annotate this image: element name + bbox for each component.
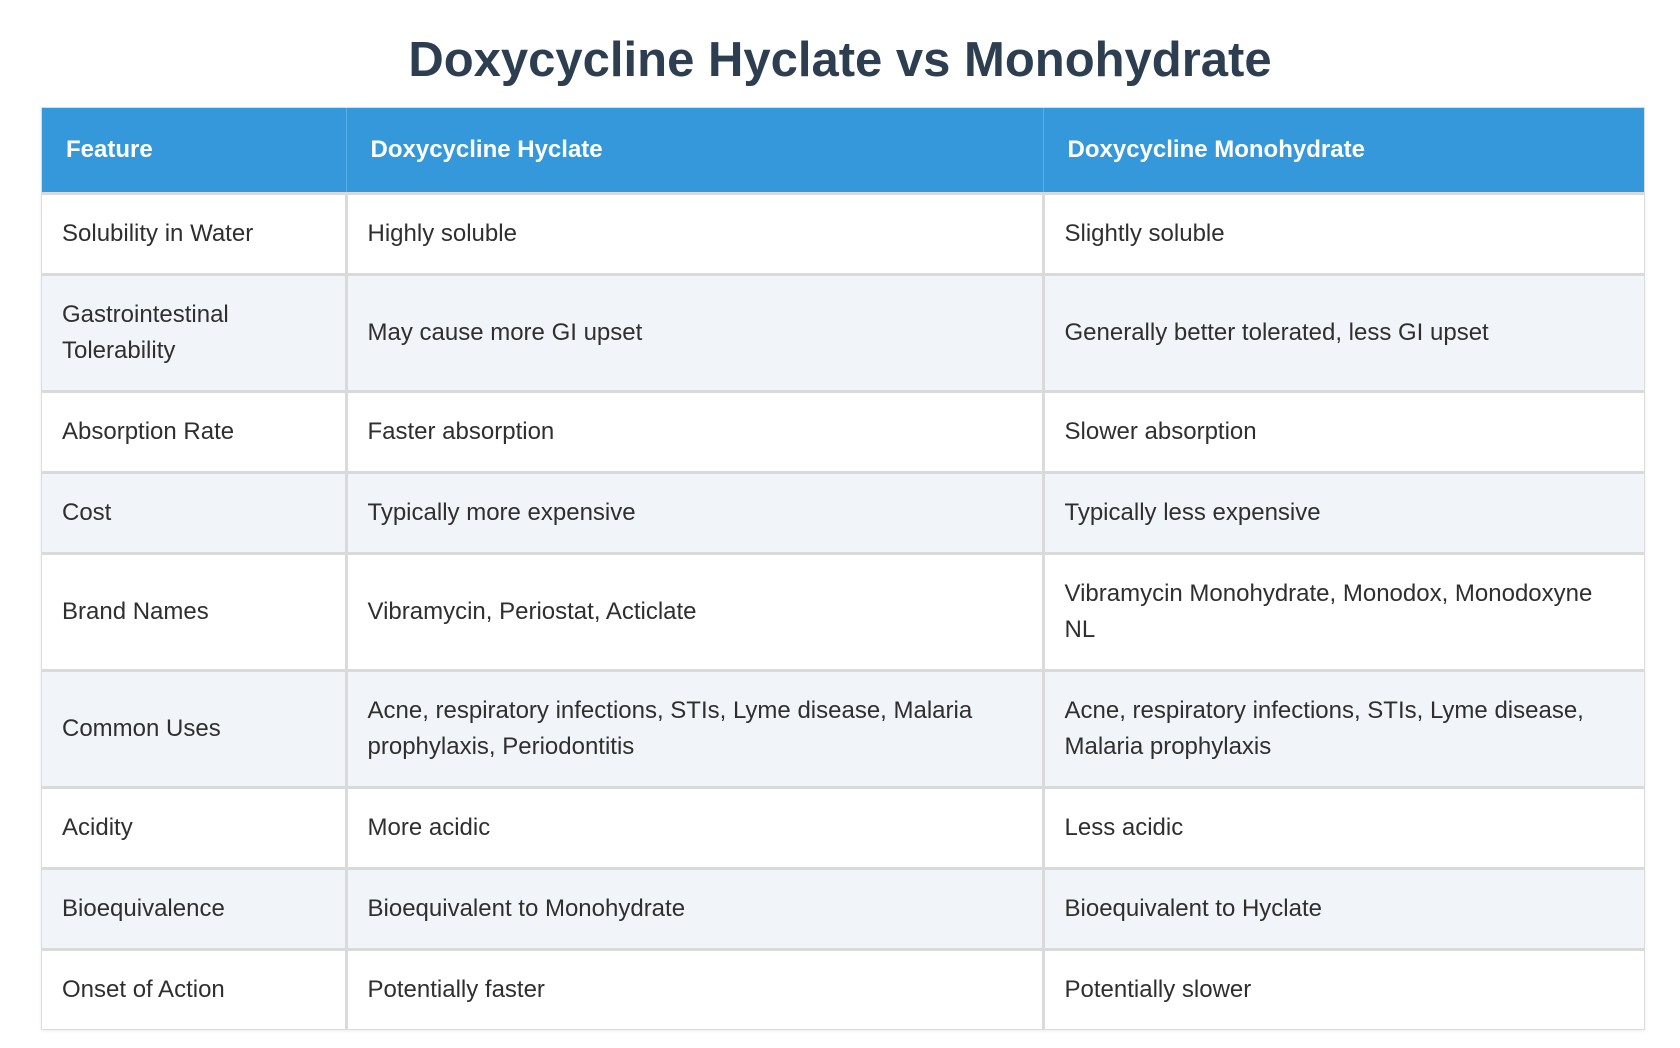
monohydrate-cell: Acne, respiratory infections, STIs, Lyme disease, Malaria prophylaxis (1043, 671, 1644, 788)
hyclate-cell: More acidic (346, 788, 1043, 869)
monohydrate-cell: Bioequivalent to Hyclate (1043, 869, 1644, 950)
table-row (42, 671, 1644, 788)
table-body (42, 194, 1644, 1030)
feature-cell: Cost (42, 473, 346, 554)
column-header-feature: Feature (42, 108, 346, 194)
monohydrate-cell: Slightly soluble (1043, 194, 1644, 275)
comparison-table-container (41, 107, 1645, 1030)
hyclate-cell: Typically more expensive (346, 473, 1043, 554)
monohydrate-cell: Typically less expensive (1043, 473, 1644, 554)
feature-cell: Gastrointestinal Tolerability (42, 275, 346, 392)
page-title: Doxycycline Hyclate vs Monohydrate (408, 33, 1272, 87)
feature-cell: Solubility in Water (42, 194, 346, 275)
hyclate-cell: Potentially faster (346, 950, 1043, 1030)
header-row (42, 108, 1644, 194)
table-row (42, 950, 1644, 1030)
column-header-hyclate: Doxycycline Hyclate (346, 108, 1043, 194)
feature-cell: Acidity (42, 788, 346, 869)
monohydrate-cell: Potentially slower (1043, 950, 1644, 1030)
feature-cell: Onset of Action (42, 950, 346, 1030)
hyclate-cell: May cause more GI upset (346, 275, 1043, 392)
table-row (42, 275, 1644, 392)
table-row (42, 788, 1644, 869)
hyclate-cell: Vibramycin, Periostat, Acticlate (346, 554, 1043, 671)
table-row (42, 473, 1644, 554)
feature-cell: Common Uses (42, 671, 346, 788)
table-header (42, 108, 1644, 194)
column-header-monohydrate: Doxycycline Monohydrate (1043, 108, 1644, 194)
monohydrate-cell: Slower absorption (1043, 392, 1644, 473)
hyclate-cell: Bioequivalent to Monohydrate (346, 869, 1043, 950)
table-row (42, 392, 1644, 473)
feature-cell: Brand Names (42, 554, 346, 671)
hyclate-cell: Faster absorption (346, 392, 1043, 473)
hyclate-cell: Acne, respiratory infections, STIs, Lyme disease, Malaria prophylaxis, Periodontitis (346, 671, 1043, 788)
monohydrate-cell: Vibramycin Monohydrate, Monodox, Monodoxyne NL (1043, 554, 1644, 671)
monohydrate-cell: Less acidic (1043, 788, 1644, 869)
table-row (42, 194, 1644, 275)
table-row (42, 554, 1644, 671)
feature-cell: Absorption Rate (42, 392, 346, 473)
monohydrate-cell: Generally better tolerated, less GI upset (1043, 275, 1644, 392)
hyclate-cell: Highly soluble (346, 194, 1043, 275)
table-row (42, 869, 1644, 950)
comparison-table (42, 108, 1644, 1029)
feature-cell: Bioequivalence (42, 869, 346, 950)
